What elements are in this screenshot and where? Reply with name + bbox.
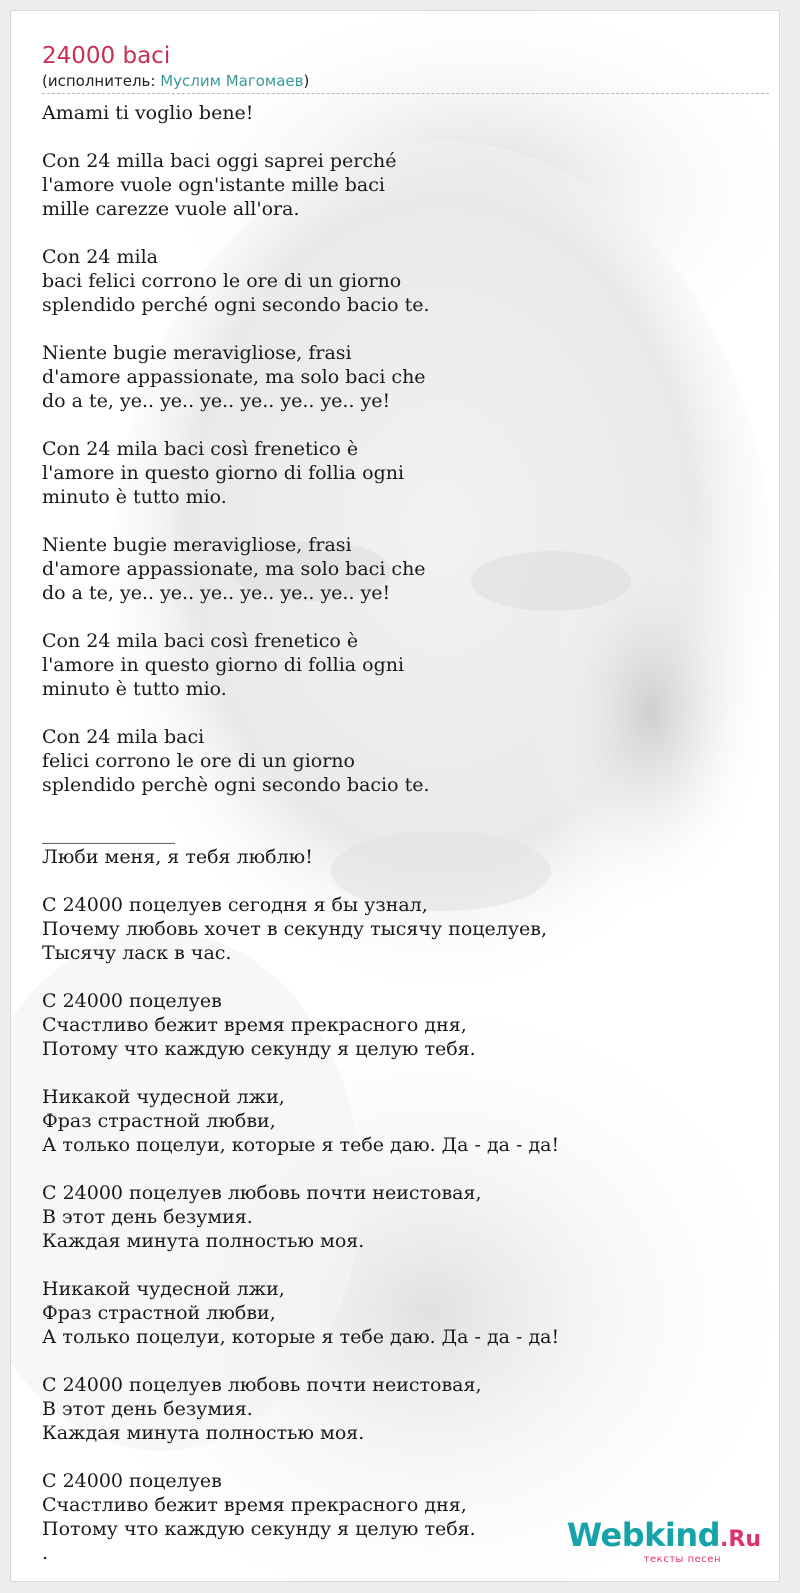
lyric-line: Amami ti voglio bene! [42, 102, 254, 124]
lyric-blank-line [42, 965, 762, 989]
lyric-blank-line [42, 1253, 762, 1277]
lyric-line: do a te, ye.. ye.. ye.. ye.. ye.. ye.. ye! [42, 390, 391, 412]
lyric-line: Никакой чудесной лжи, [42, 1086, 285, 1108]
lyric-line: Con 24 mila baci così frenetico è [42, 630, 359, 652]
lyric-blank-line [42, 221, 762, 245]
artist-suffix: ) [303, 72, 310, 90]
lyric-blank-line [42, 1061, 762, 1085]
lyric-line: А только поцелуи, которые я тебе даю. Да - да - да! [42, 1134, 560, 1156]
lyric-line: l'amore vuole ogn'istante mille baci [42, 174, 385, 196]
lyric-line: l'amore in questo giorno di follia ogni [42, 654, 405, 676]
lyric-line: minuto è tutto mio. [42, 678, 227, 700]
lyric-line: felici corrono le ore di un giorno [42, 750, 355, 772]
lyric-line: С 24000 поцелуев любовь почти неистовая, [42, 1182, 482, 1204]
lyric-line: А только поцелуи, которые я тебе даю. Да - да - да! [42, 1326, 560, 1348]
lyric-line: Con 24 mila baci [42, 726, 205, 748]
lyrics-card [10, 10, 780, 1582]
lyric-line: Потому что каждую секунду я целую тебя. [42, 1038, 476, 1060]
lyric-line: splendido perché ogni secondo bacio te. [42, 294, 430, 316]
lyric-line: Niente bugie meravigliose, frasi [42, 534, 352, 556]
lyric-blank-line [42, 869, 762, 893]
artist-link[interactable]: Муслим Магомаев [160, 72, 304, 90]
lyric-blank-line [42, 1157, 762, 1181]
lyric-line: С 24000 поцелуев сегодня я бы узнал, [42, 894, 428, 916]
artist-prefix: (исполнитель: [42, 72, 161, 90]
lyric-blank-line [42, 413, 762, 437]
lyric-line: Фраз страстной любви, [42, 1302, 276, 1324]
lyric-line: Con 24 mila [42, 246, 158, 268]
lyric-line: Con 24 milla baci oggi saprei perché [42, 150, 397, 172]
lyric-blank-line [42, 125, 762, 149]
lyric-line: minuto è tutto mio. [42, 486, 227, 508]
lyric-line: В этот день безумия. [42, 1206, 253, 1228]
site-logo[interactable] [561, 1517, 761, 1563]
lyric-line: mille carezze vuole all'ora. [42, 198, 300, 220]
lyric-blank-line [42, 1349, 762, 1373]
lyric-blank-line [42, 509, 762, 533]
song-header [42, 41, 769, 94]
logo-wordmark: Webkind [566, 1516, 721, 1554]
lyric-line: Niente bugie meravigliose, frasi [42, 342, 352, 364]
lyric-line: . [42, 1542, 49, 1564]
lyric-line: С 24000 поцелуев [42, 990, 222, 1012]
lyric-blank-line [42, 605, 762, 629]
lyric-line: d'amore appassionate, ma solo baci che [42, 558, 426, 580]
lyric-line: Потому что каждую секунду я целую тебя. [42, 1518, 476, 1540]
song-title: 24000 baci [42, 43, 171, 69]
lyric-line: Счастливо бежит время прекрасного дня, [42, 1494, 467, 1516]
lyric-line: baci felici corrono le ore di un giorno [42, 270, 402, 292]
lyric-blank-line [42, 317, 762, 341]
artist-line [42, 71, 769, 94]
lyric-line: С 24000 поцелуев любовь почти неистовая, [42, 1374, 482, 1396]
lyric-line: Фраз страстной любви, [42, 1110, 276, 1132]
lyrics-text [42, 101, 762, 1565]
lyric-blank-line [42, 1445, 762, 1469]
lyric-line: Люби меня, я тебя люблю! [42, 846, 313, 868]
lyric-line: Каждая минута полностью моя. [42, 1422, 365, 1444]
lyric-line: do a te, ye.. ye.. ye.. ye.. ye.. ye.. ye! [42, 582, 391, 604]
lyric-line: Тысячу ласк в час. [42, 942, 232, 964]
lyric-line: splendido perchè ogni secondo bacio te. [42, 774, 430, 796]
lyric-blank-line [42, 701, 762, 725]
lyric-line: С 24000 поцелуев [42, 1470, 222, 1492]
lyric-blank-line [42, 797, 762, 821]
logo-subtitle: тексты песен [643, 1554, 721, 1565]
lyric-line: Почему любовь хочет в секунду тысячу поцелуев, [42, 918, 547, 940]
lyric-line: В этот день безумия. [42, 1398, 253, 1420]
lyric-line: Счастливо бежит время прекрасного дня, [42, 1014, 467, 1036]
logo-domain: .Ru [720, 1527, 761, 1552]
lyric-line: Каждая минута полностью моя. [42, 1230, 365, 1252]
lyric-line: l'amore in questo giorno di follia ogni [42, 462, 405, 484]
lyric-line: ______________ [42, 822, 175, 844]
lyric-line: d'amore appassionate, ma solo baci che [42, 366, 426, 388]
lyric-line: Никакой чудесной лжи, [42, 1278, 285, 1300]
lyric-line: Con 24 mila baci così frenetico è [42, 438, 359, 460]
